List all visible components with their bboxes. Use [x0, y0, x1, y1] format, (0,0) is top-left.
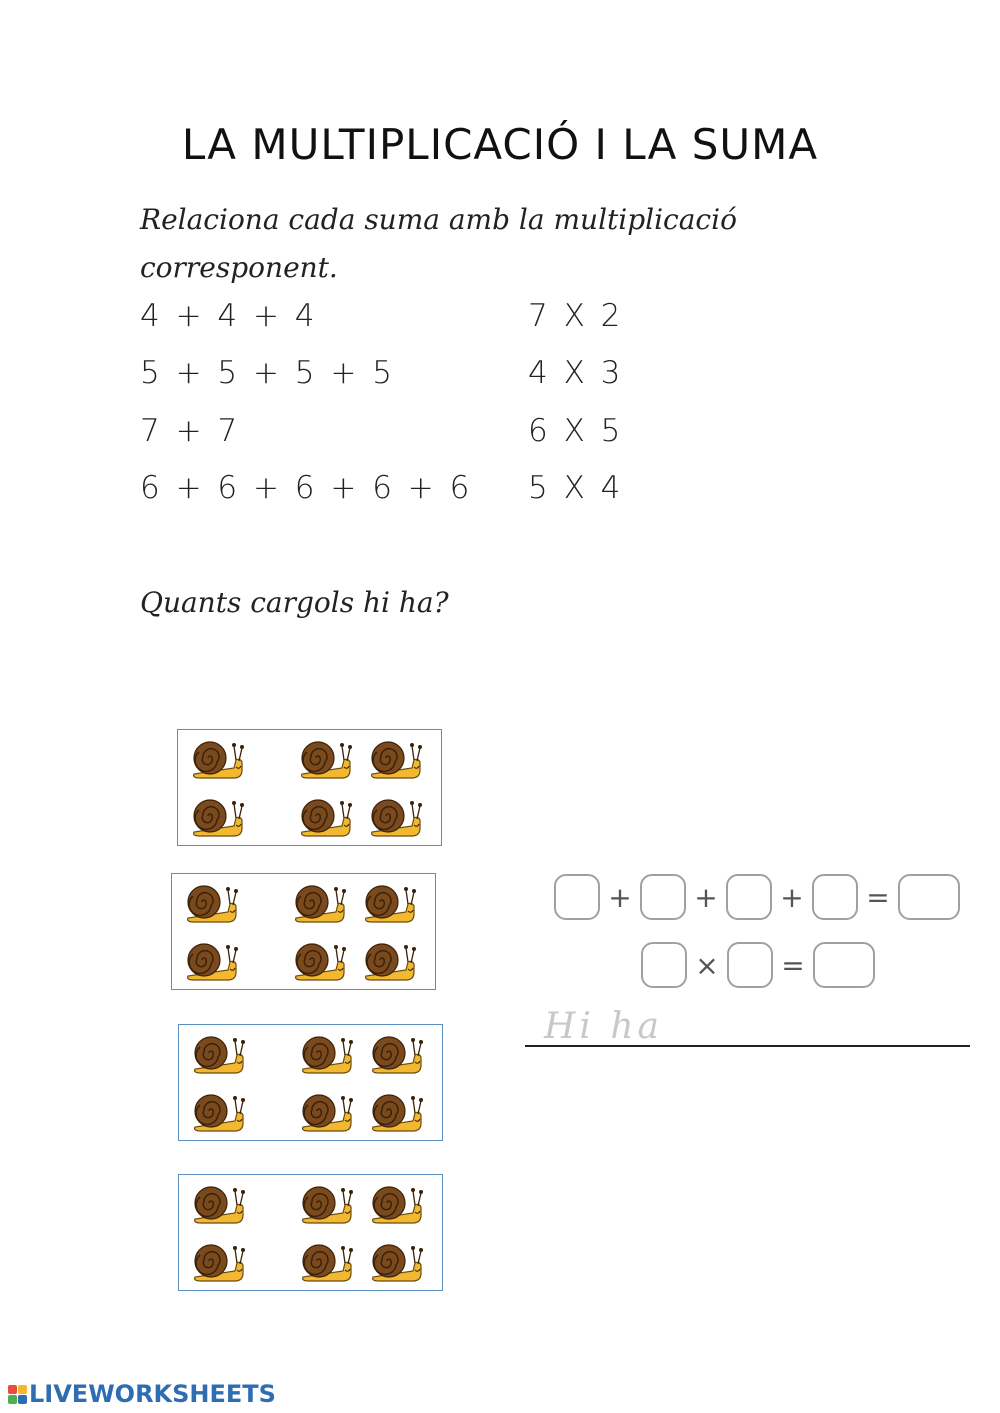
product-result-input[interactable]	[813, 942, 875, 988]
snail-question: Quants cargols hi ha?	[140, 586, 449, 619]
snail-icon	[298, 734, 356, 782]
snail-icon	[362, 878, 420, 926]
snail-group-1	[177, 729, 442, 846]
multiplication-expression-3[interactable]: 6 X 5	[528, 413, 624, 449]
page-title: LA MULTIPLICACIÓ I LA SUMA	[181, 120, 819, 169]
snail-icon	[292, 936, 350, 984]
snail-icon	[369, 1237, 427, 1285]
multiplication-expression-2[interactable]: 4 X 3	[528, 355, 624, 391]
snail-group-4	[178, 1174, 443, 1291]
snail-icon	[362, 936, 420, 984]
snail-icon	[184, 936, 242, 984]
snail-icon	[191, 1237, 249, 1285]
multiplication-expression-1[interactable]: 7 X 2	[528, 298, 624, 334]
snail-icon	[368, 734, 426, 782]
addend-4-input[interactable]	[812, 874, 858, 920]
snail-icon	[369, 1029, 427, 1077]
snail-group-3	[178, 1024, 443, 1141]
snail-icon	[292, 878, 350, 926]
plus-sign: +	[608, 880, 632, 914]
snail-icon	[299, 1029, 357, 1077]
logo-text: LIVEWORKSHEETS	[29, 1380, 276, 1408]
sum-expression-2[interactable]: 5 + 5 + 5 + 5	[140, 355, 395, 391]
plus-sign: +	[780, 880, 804, 914]
snail-icon	[191, 1179, 249, 1227]
snail-icon	[368, 792, 426, 840]
addend-3-input[interactable]	[726, 874, 772, 920]
equals-sign: =	[781, 948, 805, 982]
plus-sign: +	[694, 880, 718, 914]
snail-icon	[369, 1087, 427, 1135]
factor-2-input[interactable]	[727, 942, 773, 988]
snail-icon	[191, 1087, 249, 1135]
times-sign: ×	[695, 948, 719, 982]
addend-1-input[interactable]	[554, 874, 600, 920]
sum-expression-1[interactable]: 4 + 4 + 4	[140, 298, 318, 334]
multiplication-equation	[641, 942, 875, 988]
answer-prompt: Hi ha	[544, 1006, 663, 1047]
snail-icon	[191, 1029, 249, 1077]
logo-icon	[8, 1385, 27, 1404]
snail-icon	[299, 1237, 357, 1285]
sum-expression-4[interactable]: 6 + 6 + 6 + 6 + 6	[140, 470, 473, 506]
sum-expression-3[interactable]: 7 + 7	[140, 413, 241, 449]
multiplication-expression-4[interactable]: 5 X 4	[528, 470, 624, 506]
snail-icon	[369, 1179, 427, 1227]
snail-icon	[299, 1087, 357, 1135]
liveworksheets-logo	[8, 1380, 276, 1408]
snail-icon	[298, 792, 356, 840]
addition-equation	[554, 874, 960, 920]
factor-1-input[interactable]	[641, 942, 687, 988]
instruction-text: Relaciona cada suma amb la multiplicació corresponent.	[140, 203, 737, 284]
snail-icon	[299, 1179, 357, 1227]
addend-2-input[interactable]	[640, 874, 686, 920]
snail-icon	[190, 734, 248, 782]
snail-icon	[184, 878, 242, 926]
sum-result-input[interactable]	[898, 874, 960, 920]
snail-icon	[190, 792, 248, 840]
answer-line[interactable]	[525, 1045, 970, 1047]
snail-group-2	[171, 873, 436, 990]
equals-sign: =	[866, 880, 890, 914]
